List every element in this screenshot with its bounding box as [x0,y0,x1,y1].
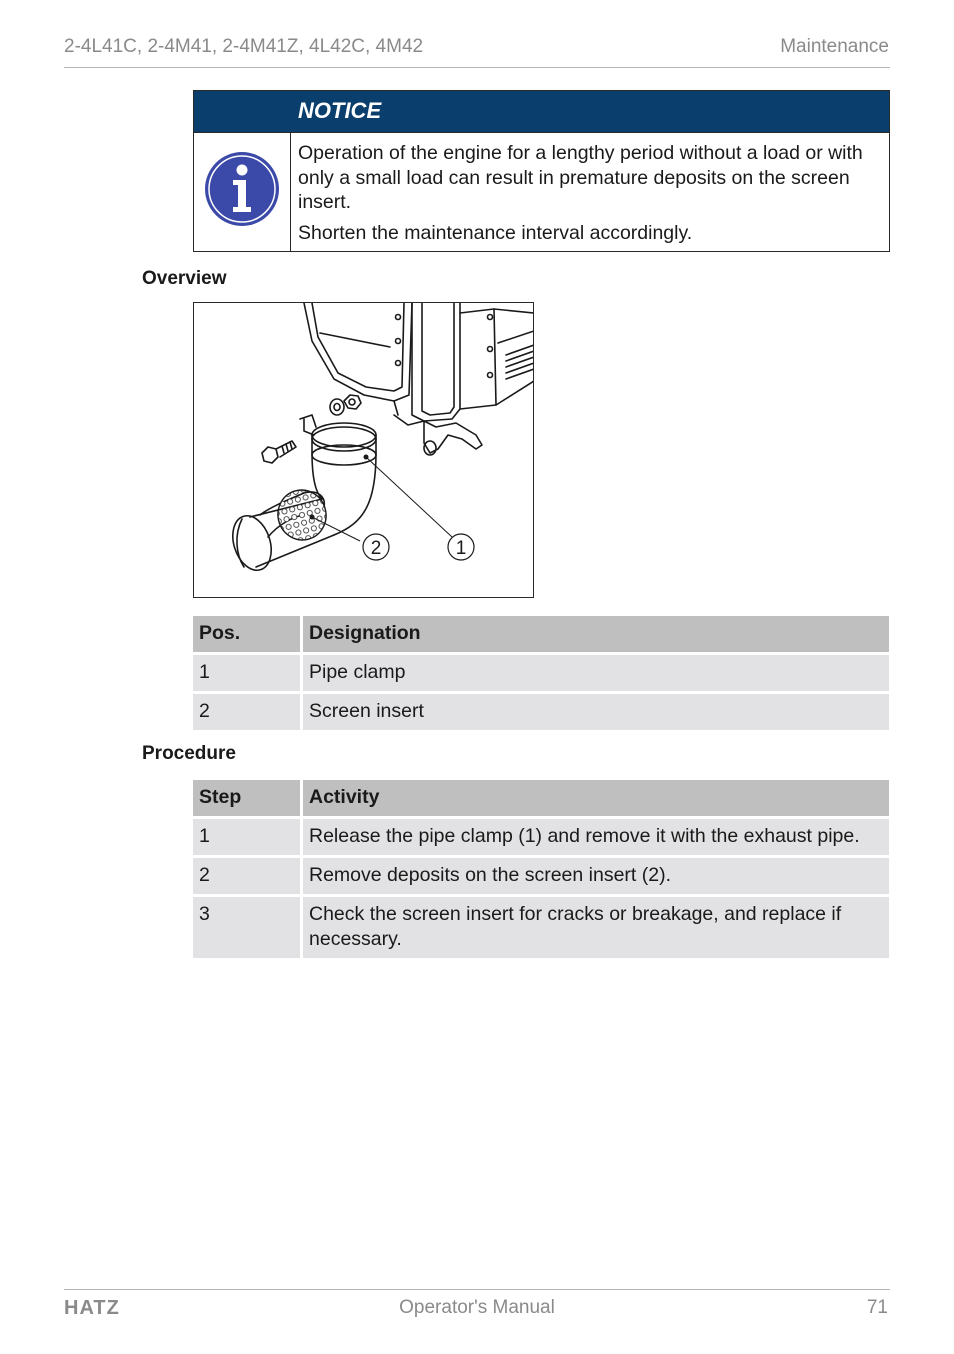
footer-divider [64,1289,890,1290]
exhaust-pipe-illustration [194,303,534,598]
table-row [193,897,889,958]
brand-logo: HATZ [64,1297,120,1319]
designation-cell: Pipe clamp [303,655,889,691]
notice-paragraph: Shorten the maintenance interval accordingly. [298,221,693,244]
table-row [193,655,889,691]
table-header-row [193,780,889,816]
callout-2 [363,534,389,560]
header-chapter: Maintenance [780,36,889,57]
header-models: 2-4L41C, 2-4M41, 2-4M41Z, 4L42C, 4M42 [64,36,424,57]
table-row [193,819,889,855]
column-header-pos: Pos. [193,616,303,652]
designation-cell: Screen insert [303,694,889,730]
activity-cell: Check the screen insert for cracks or breakage, and replace if necessary. [303,897,889,958]
step-cell: 3 [193,897,303,958]
info-icon [204,151,280,227]
callout-1 [448,534,474,560]
table-row [193,694,889,730]
page-number: 71 [866,1297,888,1318]
column-header-activity: Activity [303,780,889,816]
step-cell: 2 [193,858,303,894]
table-header-row [193,616,889,652]
pos-cell: 1 [193,655,303,691]
pos-cell: 2 [193,694,303,730]
activity-cell: Remove deposits on the screen insert (2). [303,858,889,894]
overview-figure [193,302,534,598]
column-header-step: Step [193,780,303,816]
notice-paragraph: Operation of the engine for a lengthy period without a load or with only a small load can result in premature deposits on the screen insert. [298,142,863,213]
table-row [193,858,889,894]
notice-text [298,141,878,245]
header-divider [64,67,890,68]
callout-label: 2 [370,538,382,559]
column-header-designation: Designation [303,616,889,652]
notice-box [193,90,890,252]
activity-cell: Release the pipe clamp (1) and remove it with the exhaust pipe. [303,819,889,855]
procedure-table [193,777,889,961]
footer-document-title: Operator's Manual [399,1297,555,1318]
notice-divider [290,133,291,251]
procedure-heading: Procedure [142,743,236,764]
notice-title: NOTICE [298,98,382,123]
designation-table [193,613,889,733]
step-cell: 1 [193,819,303,855]
notice-header [194,91,889,133]
callout-label: 1 [455,538,467,559]
overview-heading: Overview [142,268,227,289]
